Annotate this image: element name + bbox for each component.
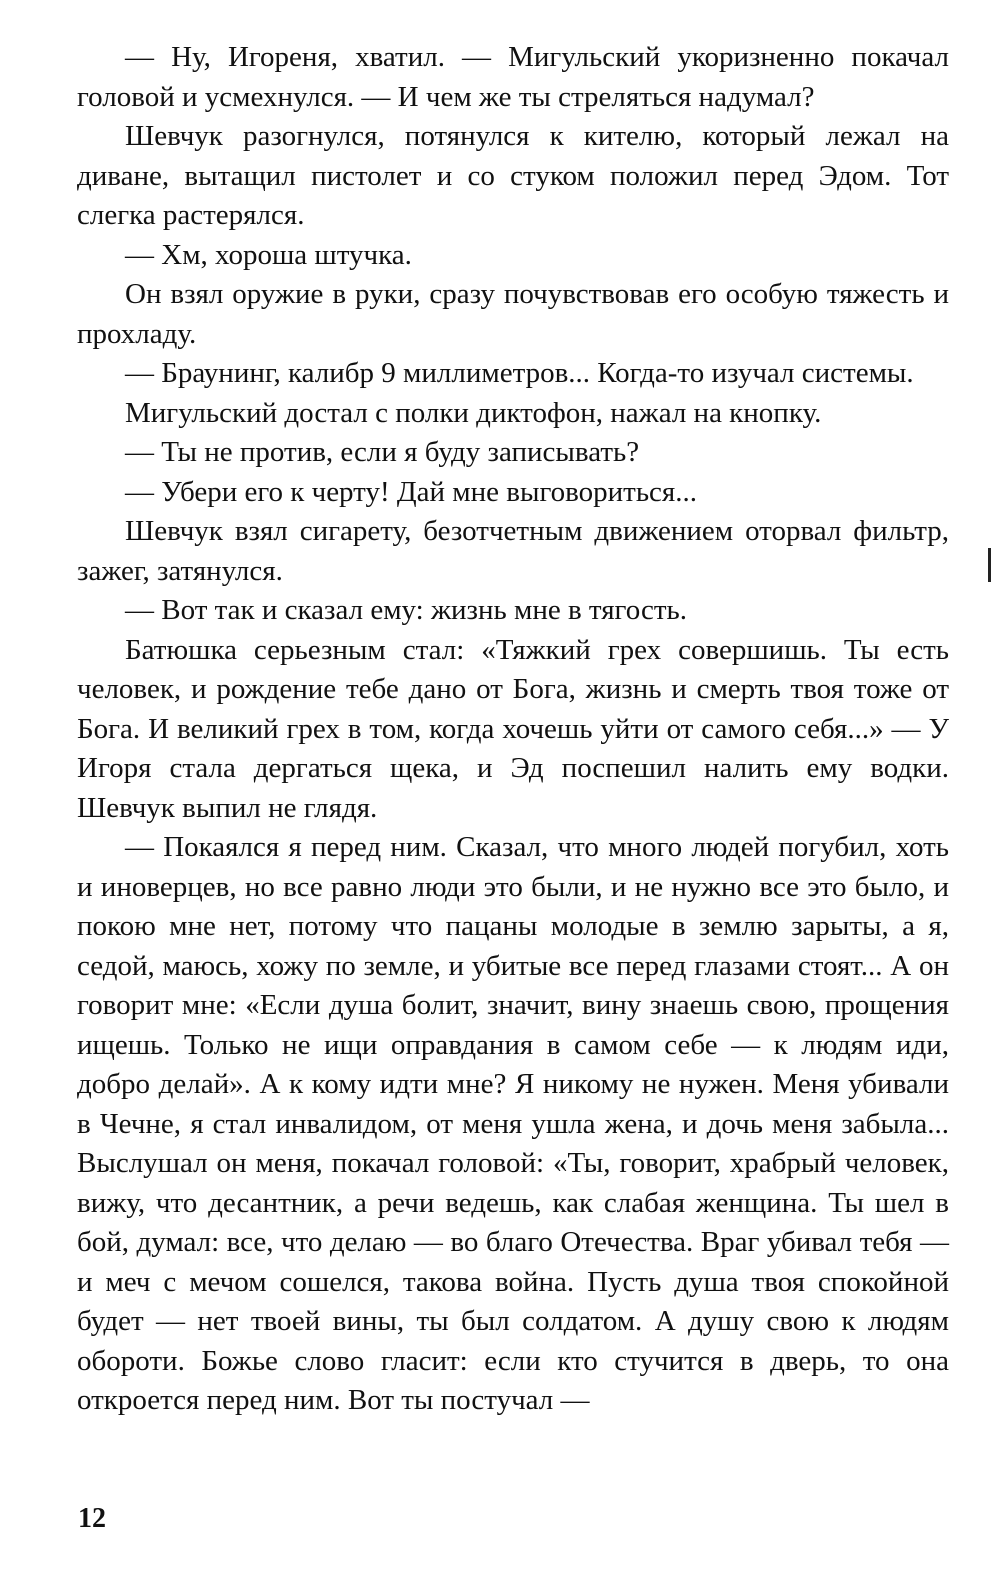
paragraph-6: Мигульский достал с полки диктофон, нажал на кнопку.	[125, 396, 822, 429]
paragraph-7: — Ты не против, если я буду записывать?	[125, 436, 640, 468]
paragraph-1: — Ну, Игореня, хватил. — Мигульский укоризненно покачал головой и усмехнулся. — И чем же ты стреляться надумал?	[77, 41, 949, 113]
paragraph-10: — Вот так и сказал ему: жизнь мне в тягость.	[125, 594, 687, 626]
paragraph-4: Он взял оружие в руки, сразу почувствовав его особую тяжесть и прохладу.	[77, 278, 949, 350]
page-number: 12	[78, 1503, 106, 1534]
paragraph-12: — Покаялся я перед ним. Сказал, что много людей погубил, хоть и иноверцев, но все равно люди это были, и не нужно все это было, и покою мне нет, потому что пацаны молодые в землю зарыты, а я, седой, маюсь, хожу по земле, и убитые все перед глазами стоят... А он говорит мне: «Если душа болит, значит, вину знаешь свою, прощения ищешь. Только не ищи оправдания в самом себе — к людям иди, добро делай». А к кому идти мне? Я никому не нужен. Меня убивали в Чечне, я стал инвалидом, от меня ушла жена, и дочь меня забыла... Выслушал он меня, покачал головой: «Ты, говорит, храбрый человек, вижу, что десантник, а речи ведешь, как слабая женщина. Ты шел в бой, думал: все, что делаю — во благо Отечества. Враг убивал тебя — и меч с мечом сошелся, такова война. Пусть душа твоя спокойной будет — нет твоей вины, ты был солдатом. А душу свою к людям обороти. Божье слово гласит: если кто стучится в дверь, то она откроется перед ним. Вот ты постучал —	[77, 831, 949, 1416]
paragraph-2: Шевчук разогнулся, потянулся к кителю, который лежал на диване, вытащил пистолет и со стуком положил перед Эдом. Тот слегка растерялся.	[77, 120, 949, 231]
margin-mark	[988, 548, 991, 582]
paragraph-5: — Браунинг, калибр 9 миллиметров... Когда-то изучал системы.	[125, 357, 914, 389]
paragraph-9: Шевчук взял сигарету, безотчетным движением оторвал фильтр, зажег, затянулся.	[77, 515, 949, 587]
page-body	[77, 38, 949, 1421]
paragraph-11: Батюшка серьезным стал: «Тяжкий грех совершишь. Ты есть человек, и рождение тебе дано от Бога, жизнь и смерть твоя тоже от Бога. И великий грех в том, когда хочешь уйти от самого себя...» — У Игоря стала дергаться щека, и Эд поспешил налить ему водки. Шевчук выпил не глядя.	[77, 633, 949, 824]
paragraph-3: — Хм, хороша штучка.	[125, 238, 412, 271]
paragraph-8: — Убери его к черту! Дай мне выговориться...	[125, 475, 698, 508]
